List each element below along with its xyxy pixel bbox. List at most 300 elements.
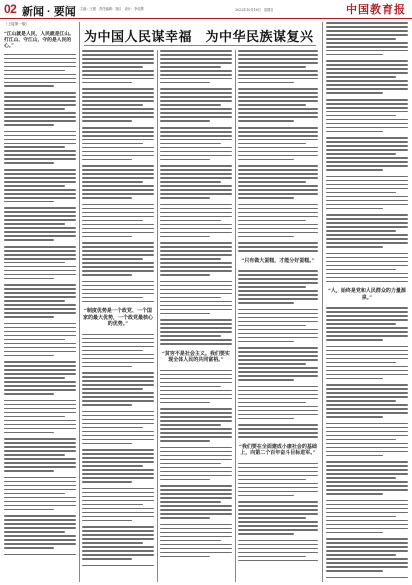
- text-line: [160, 143, 221, 145]
- text-line: [238, 104, 306, 106]
- text-line: [238, 333, 318, 335]
- column-divider: [157, 50, 158, 582]
- text-line: [160, 309, 232, 311]
- text-line: [238, 274, 318, 276]
- text-line: [160, 88, 232, 90]
- text-line: [4, 74, 76, 76]
- text-line: [4, 509, 54, 511]
- text-line: [160, 463, 221, 465]
- text-line: [160, 509, 232, 511]
- text-line: [82, 66, 143, 68]
- text-line: [82, 492, 154, 494]
- text-line: [326, 226, 408, 228]
- text-line: [238, 135, 318, 137]
- text-line: [160, 281, 232, 283]
- text-line: [4, 100, 76, 102]
- text-line: [4, 316, 54, 318]
- text-line: [160, 208, 232, 210]
- text-line: [326, 257, 408, 259]
- text-line: [238, 521, 318, 523]
- text-line: [4, 481, 76, 483]
- text-line: [326, 520, 408, 522]
- text-line: [326, 546, 408, 548]
- text-line: [238, 228, 318, 230]
- text-line: [326, 92, 383, 94]
- text-line: [238, 159, 294, 161]
- text-line: [4, 158, 76, 160]
- text-line: [4, 539, 76, 541]
- text-line: [82, 208, 154, 210]
- text-line: [160, 479, 210, 481]
- text-line: [326, 335, 408, 337]
- text-line: [160, 386, 221, 388]
- text-line: [160, 552, 232, 554]
- text-line: [326, 532, 383, 534]
- text-line: [238, 224, 318, 226]
- headline-rule: [84, 45, 316, 46]
- text-line: [82, 530, 154, 532]
- text-line: [160, 274, 210, 276]
- text-line: [326, 99, 408, 101]
- text-line: [4, 497, 76, 499]
- text-line: [82, 224, 154, 226]
- text-line: [4, 515, 76, 517]
- text-line: [82, 461, 154, 463]
- text-line: [160, 82, 210, 84]
- text-line: [326, 68, 408, 70]
- text-line: [326, 218, 408, 220]
- text-line: [238, 82, 294, 84]
- editor-credits: 主编：王强 责任编辑：刘红 设计：李佳慧: [80, 7, 144, 11]
- text-line: [326, 577, 408, 579]
- text-line: [160, 382, 232, 384]
- column-divider: [235, 50, 236, 582]
- text-line: [4, 547, 54, 549]
- text-line: [326, 184, 408, 186]
- text-line: [160, 165, 232, 167]
- text-line: [238, 197, 294, 199]
- text-line: [326, 72, 408, 74]
- text-line: [160, 169, 232, 171]
- text-line: [326, 566, 408, 568]
- text-line: [238, 371, 318, 373]
- text-line: [238, 143, 306, 145]
- text-line: [238, 347, 318, 349]
- text-line: [4, 246, 76, 248]
- text-line: [82, 346, 154, 348]
- column-4-body-top: [238, 50, 318, 252]
- text-line: [326, 50, 408, 52]
- text-line: [326, 141, 408, 143]
- text-line: [82, 334, 154, 336]
- text-line: [160, 50, 232, 52]
- text-line: [4, 424, 76, 426]
- text-line: [238, 193, 318, 195]
- text-line: [326, 439, 396, 441]
- text-line: [4, 262, 65, 264]
- text-line: [238, 329, 318, 331]
- text-line: [160, 293, 232, 295]
- text-line: [4, 193, 76, 195]
- text-line: [4, 519, 76, 521]
- text-line: [4, 112, 76, 114]
- text-line: [238, 131, 318, 133]
- text-line: [160, 193, 232, 195]
- text-line: [326, 222, 408, 224]
- text-line: [326, 64, 408, 66]
- text-line: [4, 377, 65, 379]
- text-line: [160, 285, 232, 287]
- text-line: [160, 232, 232, 234]
- text-line: [82, 100, 154, 102]
- text-line: [160, 250, 232, 252]
- text-line: [326, 570, 383, 572]
- text-line: [160, 412, 232, 414]
- text-line: [82, 301, 154, 303]
- text-line: [160, 197, 210, 199]
- text-line: [82, 169, 154, 171]
- text-line: [82, 70, 154, 72]
- text-line: [4, 235, 76, 237]
- text-line: [326, 396, 408, 398]
- text-line: [160, 242, 232, 244]
- text-line: [160, 323, 232, 325]
- text-line: [82, 457, 154, 459]
- text-line: [160, 228, 232, 230]
- text-line: [82, 392, 154, 394]
- text-line: [82, 538, 154, 540]
- text-line: [160, 544, 232, 546]
- text-line: [160, 74, 232, 76]
- text-line: [160, 70, 232, 72]
- text-line: [4, 361, 76, 363]
- text-line: [160, 489, 232, 491]
- text-line: [4, 535, 76, 537]
- text-line: [160, 177, 232, 179]
- text-line: [326, 516, 396, 518]
- text-line: [160, 112, 232, 114]
- text-line: [4, 258, 76, 260]
- text-line: [4, 185, 65, 187]
- text-line: [160, 78, 232, 80]
- text-line: [326, 374, 408, 376]
- text-line: [160, 189, 232, 191]
- text-line: [238, 278, 318, 280]
- text-line: [4, 300, 65, 302]
- text-line: [326, 60, 408, 62]
- text-line: [160, 432, 232, 434]
- text-line: [4, 543, 76, 545]
- text-line: [238, 556, 306, 558]
- masthead-logo: 中国教育报: [346, 3, 406, 16]
- text-line: [4, 173, 76, 175]
- text-line: [4, 227, 76, 229]
- text-line: [4, 428, 76, 430]
- text-line: [160, 104, 221, 106]
- text-line: [4, 493, 65, 495]
- text-line: [4, 369, 76, 371]
- text-line: [238, 155, 318, 157]
- text-line: [326, 362, 396, 364]
- text-line: [160, 92, 232, 94]
- text-line: [326, 493, 383, 495]
- text-line: [238, 463, 318, 465]
- text-line: [82, 96, 154, 98]
- text-line: [160, 181, 221, 183]
- column-1-body: [4, 54, 76, 556]
- text-line: [326, 404, 408, 406]
- text-line: [238, 483, 318, 485]
- text-line: [160, 216, 232, 218]
- text-line: [238, 169, 318, 171]
- text-line: [326, 427, 408, 429]
- text-line: [160, 517, 210, 519]
- column-4-pullquote: “只有做大蛋糕，才能分好蛋糕。”: [241, 257, 315, 264]
- text-line: [326, 354, 408, 356]
- column-2-pullquote: “制度优势是一个政党、一个国家的最大优势，一个政党最核心的优势。”: [82, 308, 153, 328]
- text-line: [326, 84, 408, 86]
- text-line: [326, 38, 396, 40]
- text-line: [160, 116, 232, 118]
- text-line: [326, 392, 408, 394]
- text-line: [160, 96, 232, 98]
- text-line: [238, 66, 306, 68]
- text-line: [238, 491, 318, 493]
- text-line: [82, 74, 154, 76]
- text-line: [160, 185, 232, 187]
- text-line: [82, 372, 154, 374]
- text-line: [4, 150, 76, 152]
- text-line: [160, 528, 232, 530]
- text-line: [160, 524, 232, 526]
- text-line: [4, 331, 76, 333]
- text-line: [82, 400, 154, 402]
- text-line: [82, 92, 154, 94]
- text-line: [238, 475, 318, 477]
- text-line: [160, 408, 232, 410]
- text-line: [4, 239, 54, 241]
- text-line: [238, 181, 306, 183]
- text-line: [326, 265, 408, 267]
- text-line: [326, 242, 408, 244]
- text-line: [4, 120, 76, 122]
- text-line: [82, 546, 154, 548]
- text-line: [4, 489, 76, 491]
- text-line: [326, 115, 396, 117]
- text-line: [326, 447, 408, 449]
- text-line: [4, 335, 76, 337]
- text-line: [4, 393, 54, 395]
- text-line: [82, 246, 154, 248]
- text-line: [326, 145, 408, 147]
- text-line: [326, 485, 408, 487]
- text-line: [82, 228, 154, 230]
- text-line: [82, 50, 154, 52]
- text-line: [82, 88, 154, 90]
- text-line: [4, 162, 54, 164]
- text-line: [238, 544, 318, 546]
- text-line: [238, 418, 294, 420]
- text-line: [160, 212, 232, 214]
- text-line: [4, 292, 76, 294]
- text-line: [82, 427, 143, 429]
- text-line: [238, 394, 318, 396]
- text-line: [238, 517, 306, 519]
- text-line: [4, 296, 76, 298]
- text-line: [82, 236, 132, 238]
- text-line: [238, 204, 318, 206]
- text-line: [160, 258, 221, 260]
- text-line: [82, 212, 154, 214]
- text-line: [238, 487, 318, 489]
- text-line: [4, 327, 76, 329]
- text-line: [82, 220, 143, 222]
- text-line: [4, 58, 76, 60]
- text-line: [82, 270, 154, 272]
- text-line: [326, 123, 408, 125]
- text-line: [160, 204, 232, 206]
- text-line: [238, 236, 294, 238]
- text-line: [4, 116, 76, 118]
- text-line: [160, 440, 210, 442]
- text-line: [4, 373, 76, 375]
- text-line: [238, 471, 318, 473]
- text-line: [238, 208, 318, 210]
- text-line: [326, 358, 408, 360]
- text-line: [238, 92, 318, 94]
- text-line: [160, 416, 232, 418]
- column-3-body-top: [160, 50, 232, 345]
- text-line: [326, 416, 383, 418]
- text-line: [4, 381, 76, 383]
- text-line: [4, 85, 54, 87]
- text-line: [238, 173, 318, 175]
- text-line: [326, 504, 408, 506]
- text-line: [238, 70, 318, 72]
- text-line: [160, 147, 232, 149]
- text-line: [326, 400, 396, 402]
- text-line: [4, 454, 65, 456]
- text-line: [326, 443, 408, 445]
- left-quote: “江山就是人民，人民就是江山。打江山、守江山，守的是人民的心。”: [4, 31, 74, 50]
- text-line: [238, 363, 306, 365]
- text-line: [82, 350, 143, 352]
- text-line: [238, 467, 318, 469]
- text-line: [4, 531, 65, 533]
- text-line: [326, 542, 408, 544]
- text-line: [326, 42, 408, 44]
- text-line: [160, 501, 221, 503]
- text-line: [82, 376, 154, 378]
- text-line: [4, 470, 54, 472]
- column-2-body-top: [82, 50, 154, 302]
- text-line: [326, 435, 408, 437]
- text-line: [238, 151, 318, 153]
- text-line: [238, 100, 318, 102]
- text-line: [4, 477, 76, 479]
- text-line: [238, 54, 318, 56]
- text-line: [326, 214, 408, 216]
- text-line: [238, 313, 318, 315]
- text-line: [238, 552, 318, 554]
- text-line: [4, 96, 76, 98]
- text-line: [326, 273, 408, 275]
- text-line: [82, 165, 154, 167]
- text-line: [238, 325, 306, 327]
- text-line: [326, 157, 408, 159]
- text-line: [326, 477, 396, 479]
- text-line: [82, 112, 154, 114]
- text-line: [326, 346, 408, 348]
- text-line: [238, 120, 294, 122]
- text-line: [160, 236, 210, 238]
- text-line: [326, 423, 408, 425]
- text-line: [326, 461, 408, 463]
- text-line: [160, 224, 232, 226]
- text-line: [4, 420, 76, 422]
- text-line: [4, 389, 76, 391]
- text-line: [82, 139, 154, 141]
- text-line: [4, 177, 76, 179]
- text-line: [238, 375, 318, 377]
- text-line: [238, 286, 306, 288]
- text-line: [326, 455, 383, 457]
- text-line: [238, 509, 318, 511]
- text-line: [326, 165, 408, 167]
- text-line: [238, 495, 294, 497]
- text-line: [160, 370, 232, 372]
- text-line: [326, 538, 408, 540]
- text-line: [4, 284, 76, 286]
- text-line: [4, 442, 76, 444]
- text-line: [238, 386, 318, 388]
- text-line: [326, 80, 408, 82]
- text-line: [4, 554, 76, 556]
- text-line: [82, 512, 154, 514]
- text-line: [4, 266, 76, 268]
- text-line: [160, 536, 232, 538]
- text-line: [326, 88, 408, 90]
- text-line: [238, 321, 318, 323]
- text-line: [82, 534, 154, 536]
- text-line: [238, 351, 318, 353]
- text-line: [4, 92, 76, 94]
- text-line: [160, 100, 232, 102]
- text-line: [326, 550, 408, 552]
- text-line: [238, 501, 318, 503]
- text-line: [160, 173, 232, 175]
- text-line: [82, 500, 154, 502]
- text-line: [160, 266, 232, 268]
- text-line: [160, 398, 232, 400]
- text-line: [82, 104, 143, 106]
- text-line: [82, 488, 154, 490]
- text-line: [82, 504, 143, 506]
- text-line: [4, 254, 76, 256]
- text-line: [4, 270, 76, 272]
- text-line: [326, 281, 408, 283]
- text-line: [160, 62, 232, 64]
- text-line: [4, 189, 76, 191]
- text-line: [160, 374, 232, 376]
- text-line: [4, 385, 76, 387]
- text-line: [4, 462, 76, 464]
- text-line: [326, 323, 396, 325]
- text-line: [238, 108, 318, 110]
- text-line: [4, 323, 76, 325]
- text-line: [82, 354, 154, 356]
- text-line: [82, 250, 154, 252]
